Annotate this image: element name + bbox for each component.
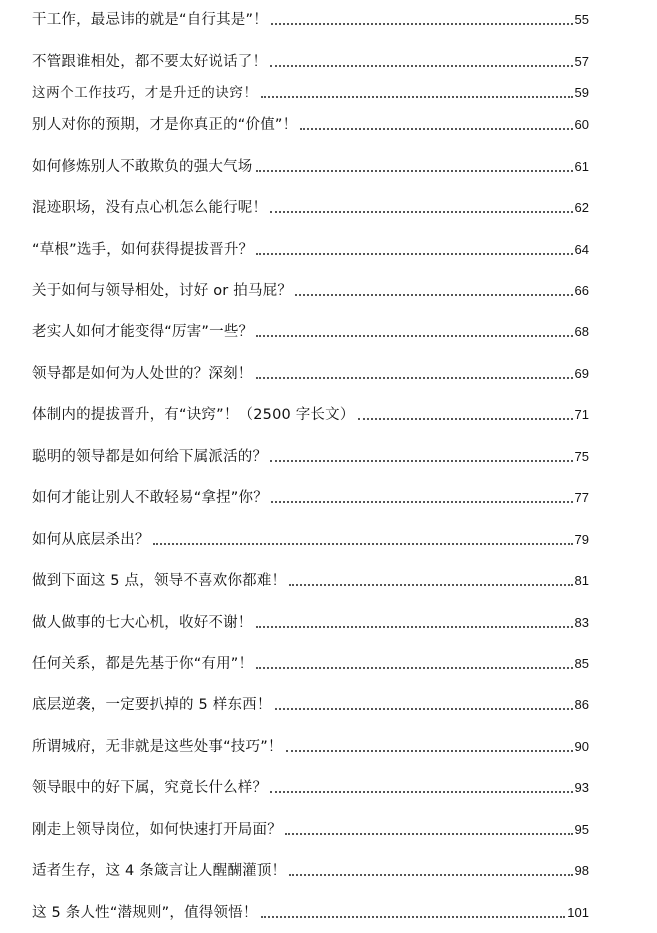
- toc-entry-page: 85: [574, 656, 589, 671]
- toc-entry-title: 任何关系，都是先基于你“有用”！: [32, 656, 254, 672]
- toc-entry[interactable]: [32, 899, 589, 923]
- dot-leader: [270, 211, 572, 213]
- dot-leader: [285, 833, 573, 835]
- toc-entry-page: 62: [574, 200, 589, 215]
- toc-entry-page: 57: [574, 54, 589, 69]
- toc-entry[interactable]: [32, 79, 589, 103]
- toc-entry-page: 83: [574, 615, 589, 630]
- dot-leader: [261, 96, 573, 98]
- toc-entry-page: 59: [574, 85, 589, 100]
- toc-entry[interactable]: [32, 153, 589, 177]
- dot-leader: [256, 667, 572, 669]
- toc-entry-title: 这 5 条人性“潜规则”，值得领悟！: [32, 905, 258, 921]
- toc-entry-page: 55: [574, 12, 589, 27]
- toc-entry-page: 93: [574, 780, 589, 795]
- dot-leader: [300, 128, 572, 130]
- toc-entry-title: 如何从底层杀出？: [32, 532, 150, 548]
- toc-entry[interactable]: [32, 816, 589, 840]
- toc-entry[interactable]: [32, 691, 589, 715]
- toc-entry[interactable]: [32, 650, 589, 674]
- toc-entry[interactable]: [32, 609, 589, 633]
- toc-entry-page: 81: [574, 573, 589, 588]
- dot-leader: [271, 501, 573, 503]
- toc-entry[interactable]: [32, 401, 589, 425]
- dot-leader: [256, 626, 573, 628]
- toc-entry-title: 不管跟谁相处，都不要太好说话了！: [32, 54, 268, 70]
- toc-entry[interactable]: [32, 111, 589, 135]
- toc-entry-page: 71: [574, 407, 589, 422]
- toc-entry-page: 98: [574, 863, 589, 878]
- toc-entry-title: 适者生存，这 4 条箴言让人醒醐灌顶！: [32, 863, 287, 879]
- toc-entry[interactable]: [32, 484, 589, 508]
- toc-entry-page: 86: [574, 697, 589, 712]
- toc-entry-page: 90: [574, 739, 589, 754]
- toc-entry[interactable]: [32, 857, 589, 881]
- toc-entry[interactable]: [32, 567, 589, 591]
- toc-entry-title: 老实人如何才能变得“厉害”一些？: [32, 324, 254, 340]
- toc-entry-title: 聪明的领导都是如何给下属派活的？: [32, 449, 268, 465]
- toc-entry[interactable]: [32, 774, 589, 798]
- toc-entry[interactable]: [32, 526, 589, 550]
- toc-entry-page: 60: [574, 117, 589, 132]
- dot-leader: [270, 460, 572, 462]
- dot-leader: [261, 916, 566, 918]
- toc-entry[interactable]: [32, 6, 589, 30]
- toc-entry-title: 所谓城府，无非就是这些处事“技巧”！: [32, 739, 283, 755]
- toc-entry-page: 64: [574, 242, 589, 257]
- toc-entry[interactable]: [32, 443, 589, 467]
- toc-entry-title: “草根”选手，如何获得提拔晋升？: [32, 242, 254, 258]
- toc-entry[interactable]: [32, 194, 589, 218]
- toc-entry-page: 66: [574, 283, 589, 298]
- toc-entry-title: 底层逆袭，一定要扒掉的 5 样东西！: [32, 697, 272, 713]
- dot-leader: [153, 543, 573, 545]
- toc-entry-title: 如何修炼别人不敢欺负的强大气场: [32, 159, 253, 175]
- dot-leader: [358, 418, 573, 420]
- toc-entry-page: 101: [567, 905, 589, 920]
- dot-leader: [275, 708, 573, 710]
- dot-leader: [286, 750, 573, 752]
- toc-entry-title: 做到下面这 5 点，领导不喜欢你都难！: [32, 573, 287, 589]
- toc-entry[interactable]: [32, 48, 589, 72]
- dot-leader: [256, 377, 573, 379]
- dot-leader: [270, 791, 572, 793]
- toc-entry-page: 69: [574, 366, 589, 381]
- toc-entry-title: 做人做事的七大心机，收好不谢！: [32, 615, 253, 631]
- toc-entry-title: 体制内的提拔晋升，有“诀窍”！（2500 字长文）: [32, 407, 355, 423]
- toc-entry[interactable]: [32, 733, 589, 757]
- toc-entry-title: 别人对你的预期，才是你真正的“价值”！: [32, 117, 298, 133]
- dot-leader: [256, 253, 572, 255]
- toc-entry[interactable]: [32, 277, 589, 301]
- toc-entry-page: 68: [574, 324, 589, 339]
- toc-entry-page: 61: [574, 159, 589, 174]
- dot-leader: [289, 584, 572, 586]
- toc-entry-title: 这两个工作技巧，才是升迁的诀窍！: [32, 85, 258, 101]
- dot-leader: [256, 335, 572, 337]
- dot-leader: [270, 65, 572, 67]
- dot-leader: [295, 294, 572, 296]
- toc-entry-title: 干工作，最忌讳的就是“自行其是”！: [32, 12, 268, 28]
- dot-leader: [256, 170, 573, 172]
- toc-entry-title: 如何才能让别人不敢轻易“拿捏”你？: [32, 490, 268, 506]
- toc-entry-title: 领导都是如何为人处世的？深刻！: [32, 366, 253, 382]
- toc-entry-title: 刚走上领导岗位，如何快速打开局面？: [32, 822, 282, 838]
- toc-entry-page: 77: [574, 490, 589, 505]
- toc-entry-page: 95: [574, 822, 589, 837]
- toc-entry-page: 79: [574, 532, 589, 547]
- dot-leader: [289, 874, 572, 876]
- toc-entry-page: 75: [574, 449, 589, 464]
- toc-entry-title: 关于如何与领导相处，讨好 or 拍马屁？: [32, 283, 293, 299]
- dot-leader: [271, 23, 573, 25]
- toc-entry[interactable]: [32, 360, 589, 384]
- toc-entry-title: 领导眼中的好下属，究竟长什么样？: [32, 780, 268, 796]
- toc-entry[interactable]: [32, 318, 589, 342]
- toc-entry[interactable]: [32, 236, 589, 260]
- toc-entry-title: 混迹职场，没有点心机怎么能行呢！: [32, 200, 268, 216]
